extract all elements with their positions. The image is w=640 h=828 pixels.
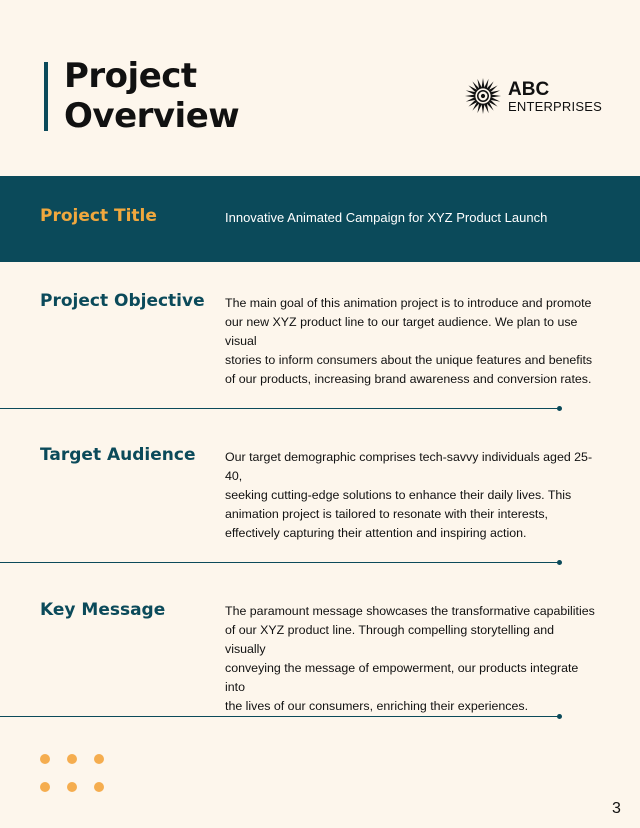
decorative-dot bbox=[67, 754, 77, 764]
decorative-dot bbox=[94, 782, 104, 792]
page-title-line1: Project bbox=[64, 56, 197, 96]
text-line: The main goal of this animation project is to introduce and promote bbox=[225, 296, 592, 310]
divider-end-dot bbox=[557, 714, 562, 719]
divider-end-dot bbox=[557, 560, 562, 565]
decorative-dot bbox=[40, 754, 50, 764]
section-text-audience bbox=[225, 448, 597, 543]
section-label-audience: Target Audience bbox=[40, 445, 196, 465]
section-divider bbox=[0, 408, 559, 409]
decorative-dot bbox=[67, 782, 77, 792]
page-title bbox=[64, 56, 239, 136]
section-divider bbox=[0, 716, 559, 717]
section-label-key-message: Key Message bbox=[40, 600, 166, 620]
section-text-objective bbox=[225, 294, 597, 389]
decorative-dot bbox=[94, 754, 104, 764]
text-line: our new XYZ product line to our target audience. We plan to use visual bbox=[225, 315, 578, 348]
text-line: Our target demographic comprises tech-savvy individuals aged 25-40, bbox=[225, 450, 593, 483]
company-logo bbox=[464, 77, 602, 115]
project-title-label: Project Title bbox=[40, 206, 157, 226]
divider-end-dot bbox=[557, 406, 562, 411]
page-number: 3 bbox=[612, 800, 621, 817]
text-line: effectively capturing their attention and inspiring action. bbox=[225, 526, 527, 540]
page-title-line2: Overview bbox=[64, 96, 240, 136]
text-line: the lives of our consumers, enriching their experiences. bbox=[225, 699, 529, 713]
logo-text bbox=[508, 80, 602, 113]
text-line: of our XYZ product line. Through compelling storytelling and visually bbox=[225, 623, 554, 656]
logo-name: ABC bbox=[508, 78, 550, 100]
sunburst-logo-icon bbox=[464, 77, 502, 115]
section-text-key-message bbox=[225, 602, 597, 716]
project-title-value: Innovative Animated Campaign for XYZ Product Launch bbox=[225, 210, 548, 225]
section-label-objective: Project Objective bbox=[40, 291, 205, 311]
logo-subtitle: ENTERPRISES bbox=[508, 98, 602, 114]
text-line: conveying the message of empowerment, our products integrate into bbox=[225, 661, 579, 694]
text-line: The paramount message showcases the transformative capabilities bbox=[225, 604, 595, 618]
text-line: stories to inform consumers about the unique features and benefits bbox=[225, 353, 593, 367]
text-line: seeking cutting-edge solutions to enhance their daily lives. This bbox=[225, 488, 572, 502]
decorative-dot bbox=[40, 782, 50, 792]
text-line: of our products, increasing brand awareness and conversion rates. bbox=[225, 372, 592, 386]
section-divider bbox=[0, 562, 559, 563]
title-accent-bar bbox=[44, 62, 48, 131]
text-line: animation project is tailored to resonate with their interests, bbox=[225, 507, 549, 521]
